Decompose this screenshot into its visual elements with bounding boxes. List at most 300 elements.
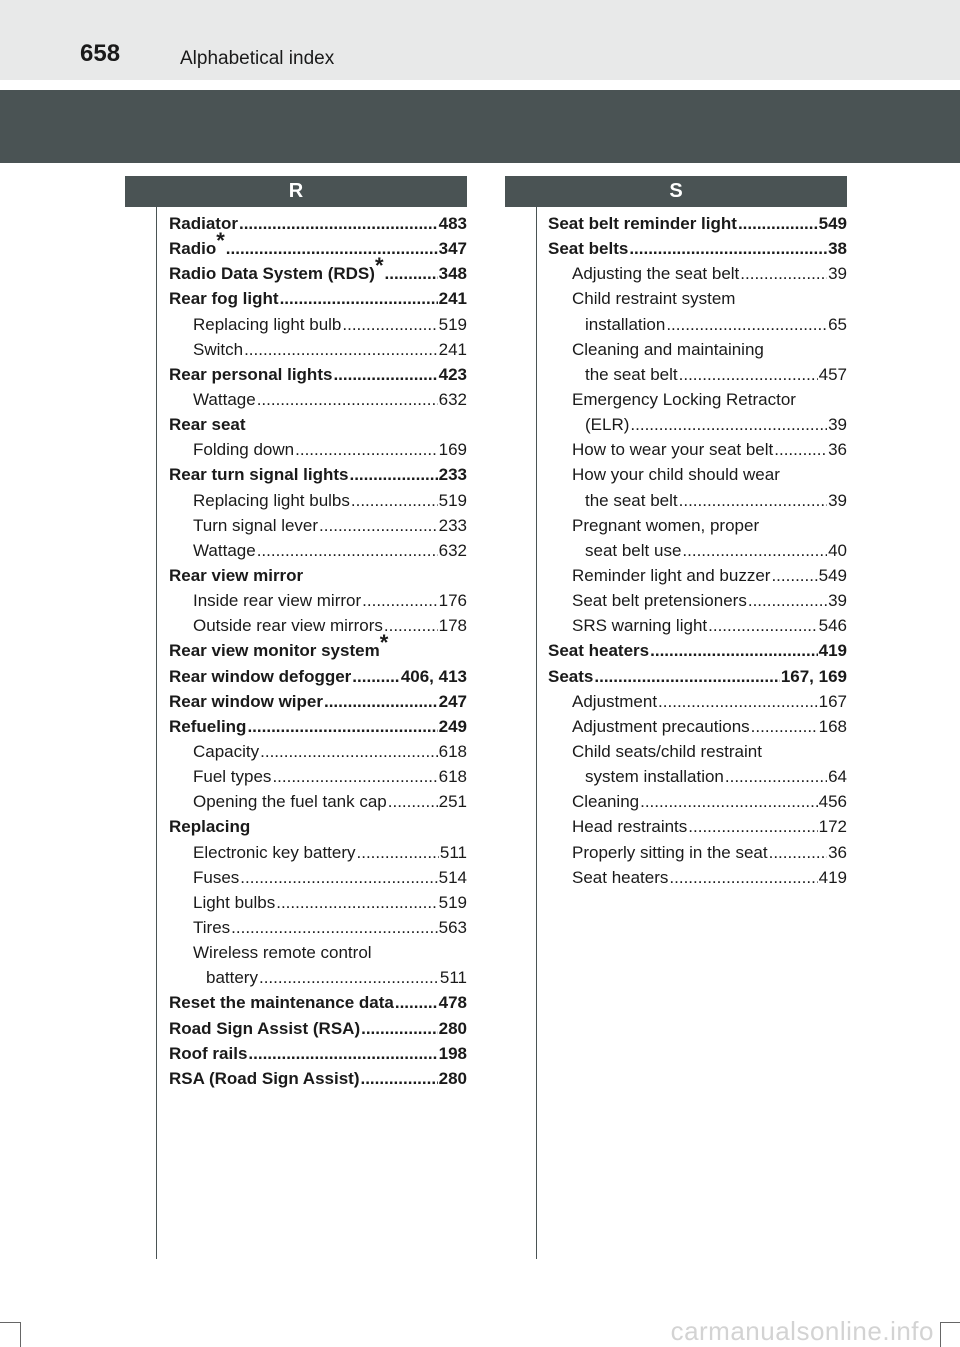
entry-page-ref: 65 — [828, 314, 847, 334]
index-entry — [548, 764, 847, 789]
index-column-r — [169, 211, 467, 1091]
entry-label-text: Electronic key battery — [193, 842, 356, 862]
entry-label-text: Refueling — [169, 716, 247, 736]
dot-leader — [385, 261, 438, 286]
entry-page-ref: 167 — [818, 691, 847, 711]
index-entry — [169, 286, 467, 311]
entry-label — [169, 714, 246, 739]
entry-label — [193, 940, 372, 965]
entry-label-text: Cleaning and maintaining — [572, 339, 764, 359]
entry-page-ref: 618 — [438, 767, 467, 787]
header-strip — [0, 0, 960, 80]
index-entry — [548, 261, 847, 286]
dot-leader — [774, 437, 827, 462]
entry-label — [548, 236, 628, 261]
entry-label — [193, 865, 239, 890]
entry-label-text: the seat belt — [585, 364, 678, 384]
dot-leader — [771, 563, 817, 588]
entry-label — [585, 362, 678, 387]
page-number: 658 — [80, 40, 121, 67]
entry-label-text: Capacity — [193, 741, 260, 761]
entry-page-ref: 511 — [439, 968, 467, 988]
entry-page-ref: 39 — [828, 591, 847, 611]
entry-label — [572, 865, 668, 890]
entry-page-ref: 172 — [818, 817, 847, 837]
index-entry — [169, 714, 467, 739]
entry-label-text: Emergency Locking Retractor — [572, 389, 796, 409]
index-entry — [169, 1066, 467, 1091]
entry-label-text: Cleaning — [572, 792, 640, 812]
column-rule-r — [156, 207, 157, 1259]
entry-label — [193, 337, 243, 362]
entry-label — [572, 789, 639, 814]
entry-page-ref: 347 — [438, 239, 467, 259]
entry-page-ref: 632 — [438, 540, 467, 560]
index-entry — [548, 789, 847, 814]
index-entry — [169, 630, 467, 663]
entry-page-ref: 249 — [438, 716, 467, 736]
entry-label — [193, 915, 230, 940]
entry-label-text: How your child should wear — [572, 465, 780, 485]
entry-label-text: Rear fog light — [169, 289, 279, 309]
column-rule-s — [536, 207, 537, 1259]
index-entry — [169, 253, 467, 286]
entry-label-text: Rear seat — [169, 415, 246, 435]
entry-label-text: (ELR) — [585, 415, 630, 435]
index-entry — [548, 312, 847, 337]
entry-label — [548, 664, 593, 689]
index-entry — [169, 1041, 467, 1066]
index-entry — [548, 840, 847, 865]
entry-label — [548, 211, 737, 236]
section-header-s: S — [505, 176, 847, 207]
entry-label — [572, 513, 759, 538]
index-entry — [169, 965, 467, 990]
index-entry — [548, 739, 847, 764]
dot-leader — [679, 488, 827, 513]
entry-label — [193, 840, 356, 865]
dot-leader — [769, 840, 827, 865]
entry-label-text: Switch — [193, 339, 244, 359]
entry-label — [193, 387, 256, 412]
crop-mark — [940, 1322, 960, 1323]
entry-label — [169, 286, 279, 311]
dot-leader — [352, 664, 400, 689]
entry-label-text: Road Sign Assist (RSA) — [169, 1018, 361, 1038]
entry-label-text: Wattage — [193, 389, 256, 409]
index-entry — [169, 563, 467, 588]
entry-label — [206, 965, 258, 990]
entry-label — [193, 764, 271, 789]
crop-mark — [940, 1322, 941, 1347]
entry-label-text: Rear personal lights — [169, 364, 333, 384]
entry-page-ref: 456 — [818, 792, 847, 812]
index-entry — [169, 739, 467, 764]
index-entry — [169, 613, 467, 638]
entry-label-text: Rear view monitor system — [169, 641, 380, 661]
entry-page-ref: 178 — [438, 616, 467, 636]
entry-page-ref: 280 — [438, 1068, 467, 1088]
entry-page-ref: 167, 169 — [780, 666, 847, 686]
dot-leader — [319, 513, 438, 538]
entry-label-text: Rear window defogger — [169, 666, 352, 686]
index-entry — [169, 337, 467, 362]
entry-page-ref: 241 — [438, 339, 467, 359]
dot-leader — [280, 286, 438, 311]
entry-label-text: Outside rear view mirrors — [193, 616, 383, 636]
index-entry — [169, 312, 467, 337]
entry-label-text: Opening the fuel tank cap — [193, 792, 387, 812]
entry-label-text: system installation — [585, 767, 724, 787]
entry-page-ref: 478 — [438, 993, 467, 1013]
entry-label — [572, 739, 762, 764]
entry-label-text: Fuel types — [193, 767, 272, 787]
index-entry — [548, 714, 847, 739]
entry-page-ref: 251 — [438, 792, 467, 812]
dot-leader — [259, 965, 439, 990]
index-entry — [169, 865, 467, 890]
index-entry — [169, 664, 467, 689]
entry-page-ref: 39 — [828, 490, 847, 510]
dot-leader — [349, 462, 437, 487]
entry-label-text: battery — [206, 968, 258, 988]
entry-label — [572, 261, 739, 286]
entry-label-text: Tires — [193, 917, 231, 937]
entry-label-text: the seat belt — [585, 490, 678, 510]
entry-page-ref: 549 — [818, 565, 847, 585]
dot-leader — [650, 638, 818, 663]
entry-page-ref: 168 — [818, 716, 847, 736]
dot-leader — [748, 588, 827, 613]
entry-label-text: installation — [585, 314, 666, 334]
dot-leader — [682, 538, 827, 563]
index-entry — [169, 462, 467, 487]
entry-page-ref: 519 — [438, 892, 467, 912]
index-entry — [548, 814, 847, 839]
entry-page-ref: 233 — [438, 515, 467, 535]
entry-label-text: How to wear your seat belt — [572, 440, 774, 460]
index-entry — [169, 513, 467, 538]
dot-leader — [395, 990, 438, 1015]
index-entry — [169, 990, 467, 1015]
entry-label-text: Roof rails — [169, 1043, 248, 1063]
index-entry — [169, 228, 467, 261]
entry-label — [572, 462, 780, 487]
index-entry — [169, 211, 467, 236]
entry-label — [169, 1016, 360, 1041]
entry-label-text: Seat heaters — [572, 867, 669, 887]
index-entry — [548, 236, 847, 261]
entry-label — [169, 990, 394, 1015]
index-entry — [169, 588, 467, 613]
dot-leader — [384, 613, 438, 638]
index-entry — [548, 689, 847, 714]
index-entry — [169, 789, 467, 814]
dot-leader — [260, 739, 437, 764]
dot-leader — [226, 236, 438, 261]
entry-page-ref: 169 — [438, 440, 467, 460]
entry-label-text: Seat belt pretensioners — [572, 591, 747, 611]
entry-label — [572, 840, 768, 865]
entry-label-text: Reminder light and buzzer — [572, 565, 771, 585]
entry-label — [169, 814, 250, 839]
entry-page-ref: 36 — [828, 440, 847, 460]
entry-label — [585, 488, 678, 513]
entry-label-text: Adjustment precautions — [572, 716, 750, 736]
entry-page-ref: 549 — [818, 214, 847, 233]
index-column-s — [548, 211, 847, 890]
dot-leader — [247, 714, 437, 739]
entry-label — [572, 689, 657, 714]
entry-label — [193, 437, 294, 462]
entry-page-ref: 514 — [438, 867, 467, 887]
entry-label — [193, 613, 383, 638]
entry-label-text: Light bulbs — [193, 892, 276, 912]
entry-label-text: Radio Data System (RDS) — [169, 264, 375, 284]
dot-leader — [272, 764, 437, 789]
dot-leader — [295, 437, 438, 462]
dot-leader — [333, 362, 437, 387]
entry-label — [585, 764, 724, 789]
entry-page-ref: 348 — [438, 264, 467, 284]
index-entry — [548, 362, 847, 387]
entry-page-ref: 632 — [438, 389, 467, 409]
entry-label — [169, 253, 384, 286]
entry-page-ref: 40 — [828, 540, 847, 560]
entry-label-text: Head restraints — [572, 817, 688, 837]
entry-label — [572, 437, 773, 462]
entry-label — [193, 538, 256, 563]
dot-leader — [361, 1016, 438, 1041]
entry-page-ref: 39 — [828, 264, 847, 284]
index-entry — [548, 211, 847, 236]
entry-page-ref: 36 — [828, 842, 847, 862]
entry-page-ref: 406, 413 — [400, 666, 467, 686]
dot-leader — [679, 362, 818, 387]
dot-leader — [388, 789, 438, 814]
entry-label-text: SRS warning light — [572, 616, 708, 636]
index-entry — [548, 286, 847, 311]
entry-label — [193, 890, 275, 915]
entry-page-ref: 519 — [438, 490, 467, 510]
index-entry — [548, 412, 847, 437]
dot-leader — [240, 865, 437, 890]
entry-label — [572, 613, 707, 638]
index-entry — [548, 462, 847, 487]
entry-label-text: Rear turn signal lights — [169, 465, 349, 485]
index-entry — [548, 588, 847, 613]
entry-label — [548, 638, 649, 663]
entry-label — [169, 563, 303, 588]
entry-page-ref: 64 — [828, 767, 847, 787]
watermark: carmanualsonline.info — [670, 1316, 934, 1346]
index-entry — [169, 1016, 467, 1041]
dot-leader — [688, 814, 817, 839]
entry-page-ref: 419 — [818, 641, 847, 661]
dot-leader — [324, 689, 438, 714]
entry-label — [572, 387, 796, 412]
entry-label-text: Reset the maintenance data — [169, 993, 394, 1013]
entry-label-text: Wireless remote control — [193, 943, 372, 963]
index-entry — [169, 689, 467, 714]
entry-page-ref: 38 — [828, 239, 847, 259]
entry-label-text: Seat belt reminder light — [548, 214, 737, 233]
dot-leader — [751, 714, 818, 739]
entry-label — [572, 714, 750, 739]
entry-label — [169, 630, 389, 663]
index-entry — [548, 513, 847, 538]
entry-page-ref: 280 — [438, 1018, 467, 1038]
entry-label-text: Child restraint system — [572, 289, 736, 309]
index-entry — [169, 538, 467, 563]
entry-label — [585, 538, 681, 563]
dot-leader — [257, 538, 438, 563]
entry-label-text: Seat belts — [548, 239, 629, 259]
index-entry — [169, 890, 467, 915]
index-entry — [548, 387, 847, 412]
dot-leader — [594, 664, 779, 689]
index-entry — [169, 940, 467, 965]
entry-label-text: RSA (Road Sign Assist) — [169, 1068, 360, 1088]
dot-leader — [669, 865, 817, 890]
entry-page-ref: 423 — [438, 364, 467, 384]
entry-label — [572, 588, 747, 613]
entry-page-ref: 176 — [438, 591, 467, 611]
entry-label — [169, 362, 332, 387]
index-entry — [548, 865, 847, 890]
entry-label — [169, 211, 238, 236]
index-entry — [169, 437, 467, 462]
entry-label — [169, 228, 225, 261]
entry-label-text: Properly sitting in the seat — [572, 842, 768, 862]
entry-page-ref: 419 — [818, 867, 847, 887]
entry-label-text: Rear window wiper — [169, 691, 323, 711]
entry-label-text: Fuses — [193, 867, 240, 887]
entry-page-ref: 241 — [438, 289, 467, 309]
entry-label-text: Wattage — [193, 540, 256, 560]
entry-label — [193, 789, 387, 814]
entry-label-text: Replacing — [169, 817, 251, 837]
index-entry — [169, 412, 467, 437]
index-entry — [169, 840, 467, 865]
footnote-star: * — [374, 253, 384, 279]
entry-page-ref: 233 — [438, 465, 467, 485]
dot-leader — [738, 211, 818, 236]
entry-label — [169, 1041, 247, 1066]
entry-label — [169, 462, 348, 487]
dot-leader — [231, 915, 437, 940]
entry-label — [193, 488, 350, 513]
index-entry — [548, 538, 847, 563]
entry-label — [193, 739, 259, 764]
index-entry — [169, 814, 467, 839]
index-entry — [548, 337, 847, 362]
index-entry — [169, 488, 467, 513]
entry-label-text: Replacing light bulbs — [193, 490, 350, 510]
entry-label-text: Replacing light bulb — [193, 314, 342, 334]
dot-leader — [360, 1066, 437, 1091]
entry-page-ref: 483 — [438, 214, 467, 233]
entry-page-ref: 457 — [818, 364, 847, 384]
entry-label-text: Turn signal lever — [193, 515, 319, 535]
entry-label — [572, 286, 735, 311]
dot-leader — [351, 488, 438, 513]
index-entry — [169, 915, 467, 940]
dot-leader — [725, 764, 827, 789]
entry-label-text: Inside rear view mirror — [193, 591, 362, 611]
entry-label-text: Seat heaters — [548, 641, 650, 661]
dot-leader — [342, 312, 437, 337]
entry-label — [193, 588, 361, 613]
footnote-star: * — [216, 228, 225, 254]
dot-leader — [357, 840, 439, 865]
entry-page-ref: 546 — [818, 616, 847, 636]
crop-mark — [0, 1322, 20, 1323]
dot-leader — [629, 236, 827, 261]
index-entry — [548, 488, 847, 513]
entry-label-text: Radio — [169, 239, 217, 259]
entry-page-ref: 247 — [438, 691, 467, 711]
entry-label-text: Radiator — [169, 214, 238, 233]
index-entry — [548, 638, 847, 663]
entry-label — [193, 312, 341, 337]
footnote-star: * — [379, 630, 389, 656]
crop-mark — [20, 1322, 21, 1347]
dot-leader — [257, 387, 438, 412]
dot-leader — [708, 613, 818, 638]
entry-label-text: Pregnant women, proper — [572, 515, 760, 535]
dot-leader — [362, 588, 437, 613]
entry-page-ref: 511 — [439, 842, 467, 862]
header-band — [0, 90, 960, 163]
entry-label-text: Seats — [548, 666, 594, 686]
entry-label — [169, 689, 323, 714]
entry-label-text: Adjustment — [572, 691, 658, 711]
entry-page-ref: 519 — [438, 314, 467, 334]
index-entry — [169, 362, 467, 387]
index-entry — [169, 387, 467, 412]
page-title: Alphabetical index — [180, 48, 335, 69]
entry-page-ref: 198 — [438, 1043, 467, 1063]
dot-leader — [740, 261, 827, 286]
entry-label-text: Folding down — [193, 440, 295, 460]
entry-label-text: Child seats/child restraint — [572, 741, 762, 761]
entry-page-ref: 39 — [828, 415, 847, 435]
entry-page-ref: 563 — [438, 917, 467, 937]
entry-label — [169, 1066, 359, 1091]
section-header-r: R — [125, 176, 467, 207]
entry-label-text: Rear view mirror — [169, 565, 304, 585]
entry-label — [169, 664, 351, 689]
dot-leader — [244, 337, 438, 362]
entry-label — [585, 412, 629, 437]
dot-leader — [666, 312, 827, 337]
dot-leader — [630, 412, 827, 437]
index-entry — [169, 764, 467, 789]
dot-leader — [276, 890, 437, 915]
entry-page-ref: 618 — [438, 741, 467, 761]
entry-label-text: Adjusting the seat belt — [572, 264, 740, 284]
entry-label — [169, 412, 246, 437]
entry-label — [572, 814, 687, 839]
dot-leader — [658, 689, 818, 714]
dot-leader — [248, 1041, 437, 1066]
entry-label — [193, 513, 318, 538]
index-entry — [548, 563, 847, 588]
index-entry — [548, 613, 847, 638]
entry-label — [572, 563, 770, 588]
index-entry — [548, 664, 847, 689]
